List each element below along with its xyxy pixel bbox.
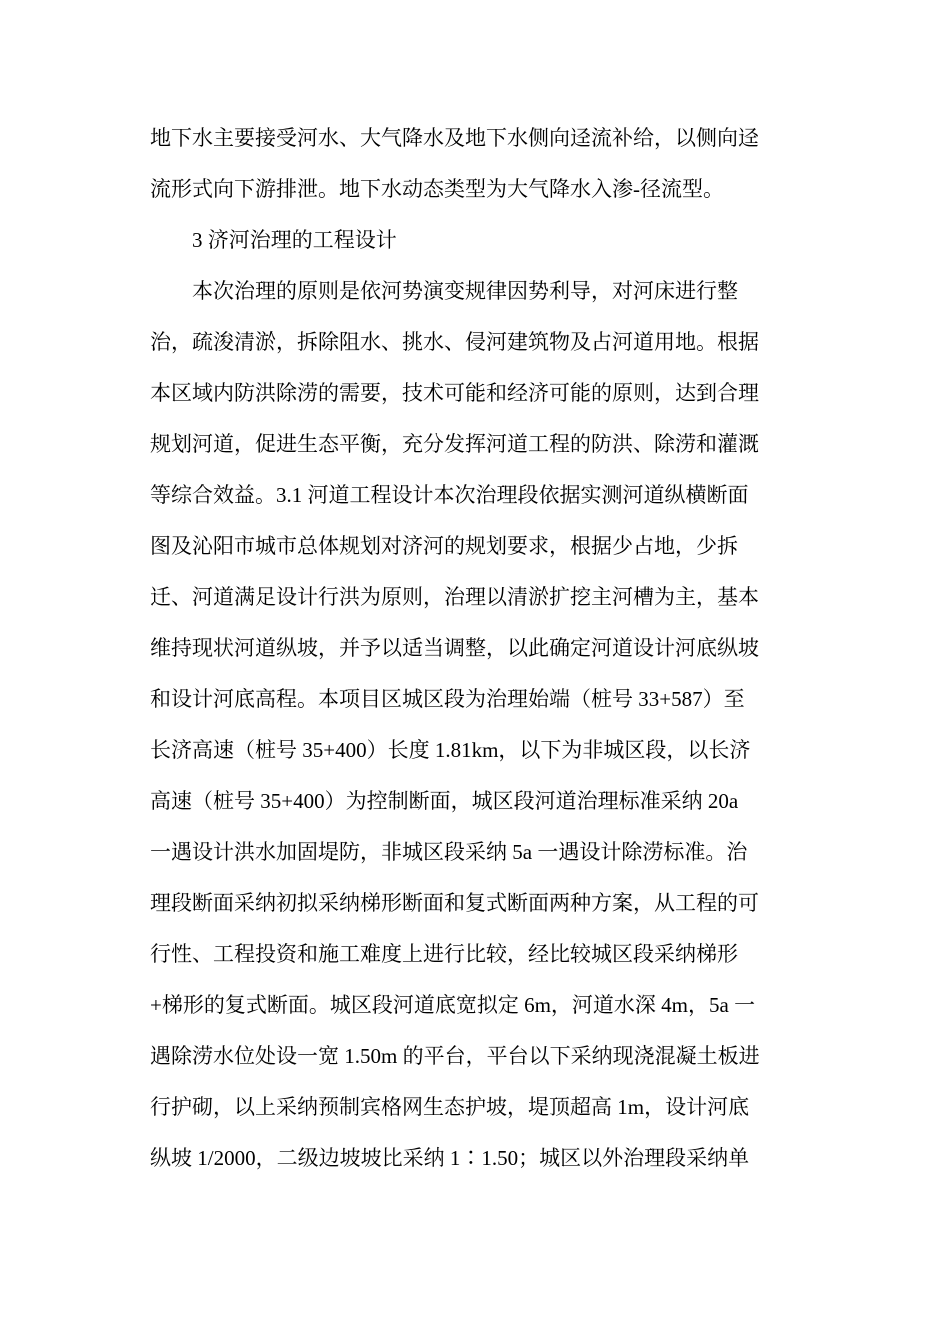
text-line-13: 长济高速（桩号 35+400）长度 1.81km，以下为非城区段，以长济 [150, 738, 751, 762]
text-line-12: 和设计河底高程。本项目区城区段为治理始端（桩号 33+587）至 [150, 687, 745, 711]
text-line-8: 等综合效益。3.1 河道工程设计本次治理段依据实测河道纵横断面 [150, 483, 749, 507]
text-line-7: 规划河道，促进生态平衡，充分发挥河道工程的防洪、除涝和灌溉 [150, 432, 759, 456]
text-line-17: 行性、工程投资和施工难度上进行比较，经比较城区段采纳梯形 [150, 942, 738, 966]
text-line-6: 本区域内防洪除涝的需要，技术可能和经济可能的原则，达到合理 [150, 381, 759, 405]
text-line-11: 维持现状河道纵坡，并予以适当调整，以此确定河道设计河底纵坡 [150, 636, 759, 660]
text-line-5: 治，疏浚清淤，拆除阻水、挑水、侵河建筑物及占河道用地。根据 [150, 330, 759, 354]
text-line-20: 行护砌，以上采纳预制宾格网生态护坡，堤顶超高 1m，设计河底 [150, 1095, 750, 1119]
text-line-1: 地下水主要接受河水、大气降水及地下水侧向迳流补给，以侧向迳 [150, 126, 759, 150]
text-line-10: 迁、河道满足设计行洪为原则，治理以清淤扩挖主河槽为主，基本 [150, 585, 759, 609]
text-line-21: 纵坡 1/2000，二级边坡坡比采纳 1∶1.50；城区以外治理段采纳单 [150, 1146, 750, 1170]
text-line-2: 流形式向下游排泄。地下水动态类型为大气降水入渗-径流型。 [150, 177, 724, 201]
text-line-4: 本次治理的原则是依河势演变规律因势利导，对河床进行整 [192, 279, 738, 303]
text-line-9: 图及沁阳市城市总体规划对济河的规划要求，根据少占地，少拆 [150, 534, 738, 558]
text-line-16: 理段断面采纳初拟采纳梯形断面和复式断面两种方案，从工程的可 [150, 891, 759, 915]
text-line-18: +梯形的复式断面。城区段河道底宽拟定 6m，河道水深 4m，5a 一 [150, 993, 756, 1017]
text-line-14: 高速（桩号 35+400）为控制断面，城区段河道治理标准采纳 20a [150, 789, 739, 813]
text-line-15: 一遇设计洪水加固堤防，非城区段采纳 5a 一遇设计除涝标准。治 [150, 840, 748, 864]
section-heading: 3 济河治理的工程设计 [192, 228, 397, 252]
text-line-19: 遇除涝水位处设一宽 1.50m 的平台，平台以下采纳现浇混凝土板进 [150, 1044, 760, 1068]
